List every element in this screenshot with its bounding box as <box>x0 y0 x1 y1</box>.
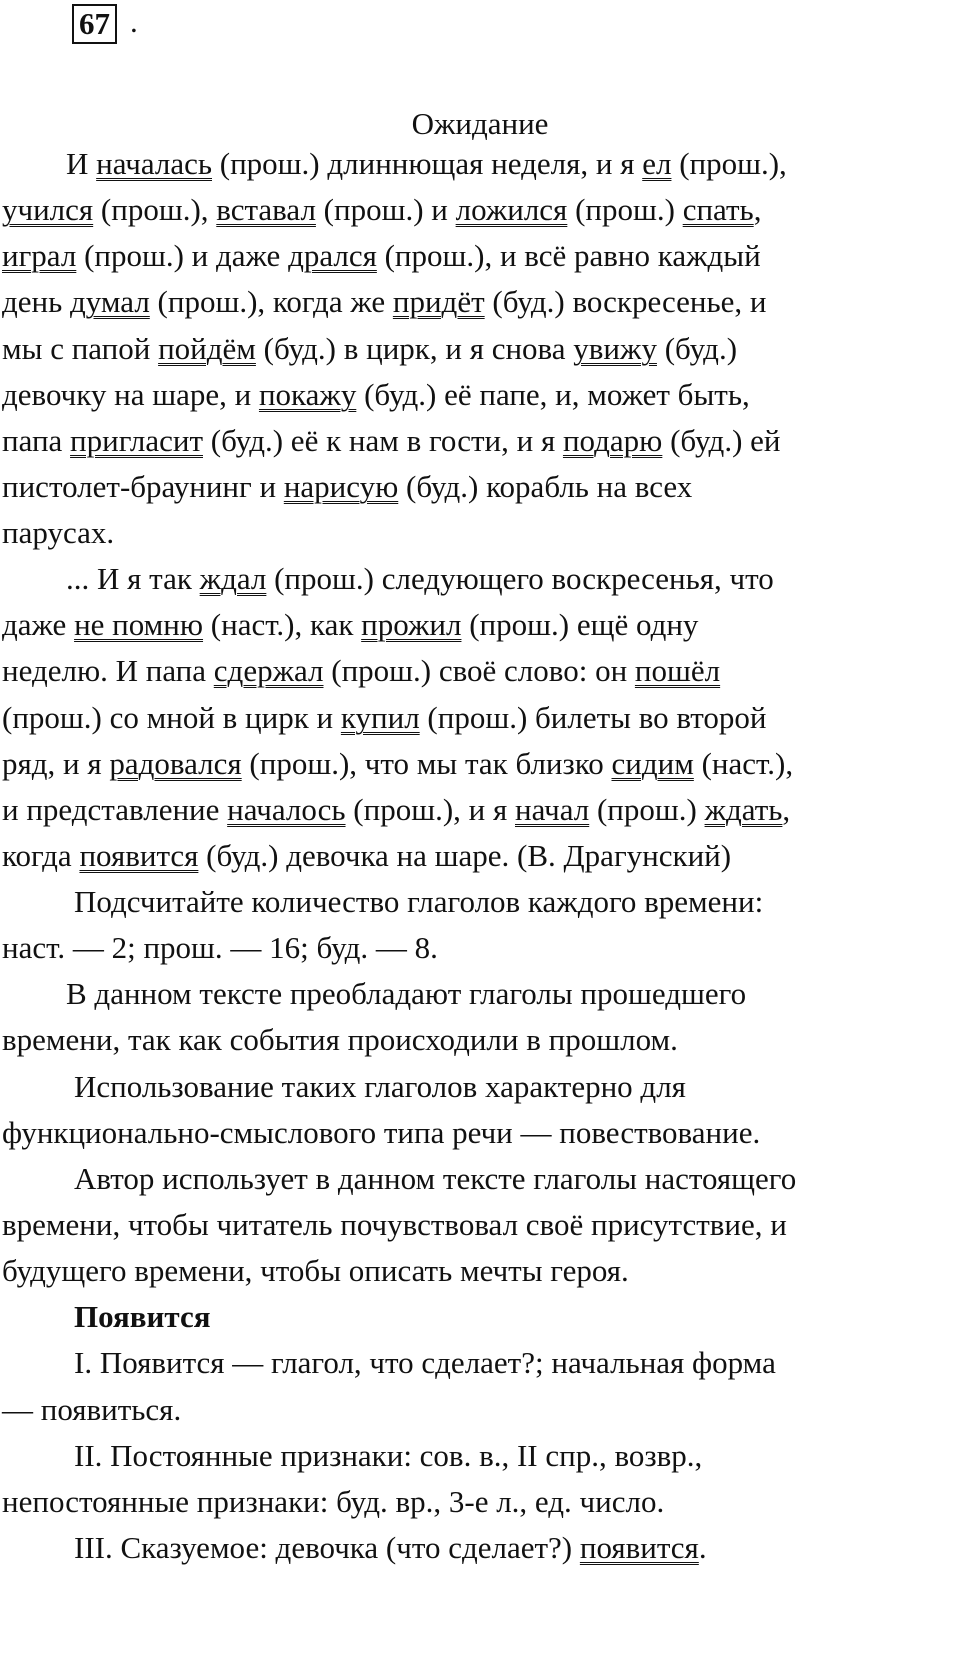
text-fragment: (буд.) её папе, и, может быть, <box>356 377 750 412</box>
text-fragment: (буд.) <box>656 331 738 366</box>
underlined-verb: не помню <box>74 607 204 642</box>
underlined-verb: появится <box>579 1530 699 1565</box>
underlined-verb: думал <box>70 284 150 319</box>
story-line <box>2 190 761 230</box>
story-line <box>2 698 767 738</box>
text-fragment: день <box>2 284 71 319</box>
text-fragment: когда <box>2 838 80 873</box>
predominance-line: В данном тексте преобладают глаголы прошедшего <box>66 976 747 1011</box>
analysis-heading: Появится <box>74 1299 211 1334</box>
underlined-verb: подарю <box>562 423 663 458</box>
text-fragment: даже <box>2 607 75 642</box>
text-fragment: (наст.), <box>693 746 794 781</box>
story-line <box>2 744 793 784</box>
text-fragment: (прош.) <box>589 792 705 827</box>
underlined-verb: увижу <box>573 331 657 366</box>
text-fragment: , <box>753 192 762 227</box>
text-fragment: ... И я так <box>66 561 200 596</box>
analysis-line: непостоянные признаки: буд. вр., 3-е л., ед. число. <box>2 1484 665 1519</box>
underlined-verb: сдержал <box>213 653 324 688</box>
underlined-verb: сидим <box>611 746 694 781</box>
underlined-verb: появится <box>79 838 199 873</box>
text-fragment: (прош.) длиннющая неделя, и я <box>212 146 643 181</box>
analysis-line: II. Постоянные признаки: сов. в., II спр., возвр., <box>74 1438 703 1473</box>
analysis-line <box>74 1528 707 1568</box>
story-line <box>2 651 720 691</box>
text-fragment: (прош.), <box>671 146 787 181</box>
predominance-line: времени, так как события происходили в прошлом. <box>2 1022 678 1057</box>
text-fragment: (буд.) воскресенье, и <box>484 284 767 319</box>
usage-line: Использование таких глаголов характерно для <box>74 1069 686 1104</box>
text-fragment: (прош.) своё слово: он <box>323 653 635 688</box>
analysis-period: . <box>698 1530 707 1565</box>
underlined-verb: радовался <box>109 746 242 781</box>
story-line <box>2 790 790 830</box>
underlined-verb: началось <box>227 792 346 827</box>
story-line <box>2 467 692 507</box>
text-fragment: ряд, и я <box>2 746 110 781</box>
text-fragment: и представление <box>2 792 228 827</box>
story-line <box>2 421 781 461</box>
text-fragment: (прош.) следующего воскресенья, что <box>266 561 774 596</box>
story-line <box>66 144 787 184</box>
author-line: времени, чтобы читатель почувствовал своё присутствие, и <box>2 1207 787 1242</box>
usage-line: функционально-смыслового типа речи — повествование. <box>2 1115 761 1150</box>
story-line <box>2 513 114 553</box>
story-line <box>2 282 766 322</box>
text-fragment: (прош.), и всё равно каждый <box>376 238 761 273</box>
text-fragment: (прош.) <box>567 192 683 227</box>
author-line: Автор использует в данном тексте глаголы настоящего <box>74 1161 797 1196</box>
story-line <box>2 375 750 415</box>
exercise-number-box <box>72 4 117 44</box>
underlined-verb: ждать <box>704 792 783 827</box>
text-fragment: (прош.), <box>93 192 217 227</box>
text-fragment: (буд.) её к нам в гости, и я <box>203 423 563 458</box>
text-fragment: , <box>782 792 791 827</box>
text-fragment: неделю. И папа <box>2 653 214 688</box>
text-title: Ожидание <box>411 106 549 141</box>
underlined-verb: ложился <box>455 192 568 227</box>
analysis-predicate-text: III. Сказуемое: девочка (что сделает?) <box>74 1530 580 1565</box>
count-line: Подсчитайте количество глаголов каждого времени: <box>74 884 764 919</box>
underlined-verb: дрался <box>288 238 377 273</box>
text-fragment: (буд.) корабль на всех <box>398 469 693 504</box>
underlined-verb: ждал <box>199 561 267 596</box>
exercise-number-dot: . <box>130 4 138 39</box>
underlined-verb: учился <box>2 192 94 227</box>
underlined-verb: начал <box>515 792 590 827</box>
exercise-number: 67 <box>79 6 110 41</box>
underlined-verb: ел <box>642 146 672 181</box>
author-line: будущего времени, чтобы описать мечты героя. <box>2 1253 629 1288</box>
underlined-verb: пригласит <box>70 423 203 458</box>
analysis-line: I. Появится — глагол, что сделает?; начальная форма <box>74 1345 776 1380</box>
text-fragment: (буд.) в цирк, и я снова <box>255 331 574 366</box>
underlined-verb: спать <box>682 192 754 227</box>
underlined-verb: придёт <box>392 284 485 319</box>
text-fragment: (прош.), и я <box>345 792 515 827</box>
underlined-verb: прожил <box>361 607 462 642</box>
underlined-verb: вставал <box>216 192 316 227</box>
text-fragment: парусах. <box>2 515 115 550</box>
text-fragment: (прош.), когда же <box>149 284 393 319</box>
text-fragment: (прош.) ещё одну <box>461 607 699 642</box>
text-fragment: (буд.) ей <box>662 423 781 458</box>
text-fragment: пистолет-браунинг и <box>2 469 284 504</box>
text-fragment: (прош.) со мной в цирк и <box>2 700 341 735</box>
underlined-verb: пойдём <box>158 331 256 366</box>
text-fragment: (прош.) билеты во второй <box>419 700 767 735</box>
text-fragment: (наст.), как <box>203 607 362 642</box>
story-line <box>2 605 698 645</box>
story-line <box>2 836 731 876</box>
analysis-line: — появиться. <box>2 1392 182 1427</box>
underlined-verb: покажу <box>258 377 357 412</box>
story-line <box>66 559 774 599</box>
text-fragment: (прош.) и даже <box>76 238 289 273</box>
text-fragment: И <box>66 146 97 181</box>
count-line: наст. — 2; прош. — 16; буд. — 8. <box>2 930 438 965</box>
story-line <box>2 329 737 369</box>
underlined-verb: началась <box>96 146 212 181</box>
underlined-verb: нарисую <box>283 469 399 504</box>
story-line <box>2 236 761 276</box>
text-fragment: (прош.), что мы так близко <box>241 746 612 781</box>
underlined-verb: играл <box>2 238 77 273</box>
underlined-verb: купил <box>340 700 420 735</box>
text-fragment: (прош.) и <box>315 192 456 227</box>
text-fragment: (буд.) девочка на шаре. (В. Драгунский) <box>198 838 732 873</box>
underlined-verb: пошёл <box>634 653 721 688</box>
text-fragment: папа <box>2 423 71 458</box>
text-fragment: мы с папой <box>2 331 159 366</box>
text-fragment: девочку на шаре, и <box>2 377 259 412</box>
